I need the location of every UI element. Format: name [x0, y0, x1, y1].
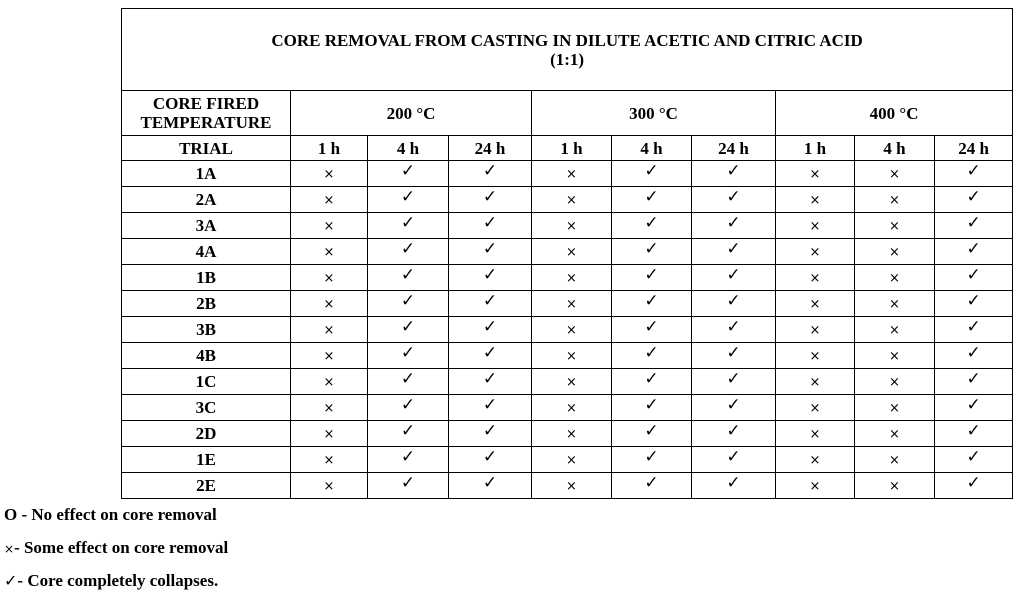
hour-header: 4 h: [612, 136, 692, 161]
core-fired-temperature-label: [122, 91, 291, 136]
result-cell: [692, 265, 776, 291]
hour-header: 4 h: [855, 136, 935, 161]
result-cell: [855, 473, 935, 499]
cross-icon: ×: [889, 349, 900, 364]
table-row: [122, 421, 1013, 447]
check-icon: ✓: [726, 394, 741, 415]
result-cell: [855, 161, 935, 187]
check-icon: ✓: [482, 420, 498, 441]
result-cell: [291, 213, 368, 239]
check-icon: ✓: [966, 316, 981, 337]
check-icon: ✓: [726, 264, 741, 285]
result-cell: [612, 343, 692, 369]
result-cell: [692, 395, 776, 421]
hour-header: 4 h: [368, 136, 449, 161]
table-title: [122, 9, 1013, 91]
result-cell: [368, 473, 449, 499]
check-icon: ✓: [726, 420, 741, 441]
table-row: [122, 187, 1013, 213]
check-icon: ✓: [482, 394, 498, 415]
check-icon: ✓: [966, 212, 981, 233]
check-icon: ✓: [726, 472, 741, 493]
check-icon: ✓: [644, 472, 659, 493]
check-icon: ✓: [400, 394, 416, 415]
temperature-header-200: 200 °C: [291, 91, 532, 136]
result-cell: [935, 369, 1013, 395]
check-icon: ✓: [482, 212, 498, 233]
cross-icon: ×: [809, 193, 821, 208]
check-icon: ✓: [966, 420, 981, 441]
result-cell: [935, 213, 1013, 239]
table-row: [122, 213, 1013, 239]
result-cell: [855, 369, 935, 395]
result-cell: [935, 239, 1013, 265]
result-cell: [935, 473, 1013, 499]
cross-icon: ×: [566, 167, 577, 182]
cross-icon: ×: [323, 453, 335, 468]
cross-icon: ×: [566, 245, 577, 260]
result-cell: [855, 395, 935, 421]
result-cell: [368, 291, 449, 317]
table-row: [122, 369, 1013, 395]
result-cell: [291, 161, 368, 187]
result-cell: [449, 447, 532, 473]
trial-id: 1C: [122, 369, 291, 395]
result-cell: [692, 291, 776, 317]
cross-icon: ×: [323, 401, 335, 416]
check-icon: ✓: [400, 472, 416, 493]
cross-icon: ×: [323, 323, 335, 338]
result-cell: [368, 369, 449, 395]
check-icon: ✓: [644, 446, 659, 467]
result-cell: [855, 343, 935, 369]
check-icon: ✓: [482, 238, 498, 259]
result-cell: [935, 161, 1013, 187]
result-cell: [935, 317, 1013, 343]
legend-some-effect-text: - Some effect on core removal: [14, 538, 229, 557]
cross-icon: ×: [809, 401, 821, 416]
result-cell: [776, 343, 855, 369]
check-icon: ✓: [400, 160, 416, 181]
check-icon: ✓: [482, 316, 498, 337]
table-title-line2: (1:1): [550, 49, 585, 69]
result-cell: [612, 291, 692, 317]
cross-icon: ×: [889, 297, 900, 312]
cross-icon: ×: [566, 297, 577, 312]
result-cell: [855, 317, 935, 343]
result-cell: [368, 265, 449, 291]
cross-icon: ×: [566, 401, 577, 416]
result-cell: [368, 317, 449, 343]
result-cell: [692, 213, 776, 239]
hour-header: 24 h: [449, 136, 532, 161]
cross-icon: ×: [889, 245, 900, 260]
check-icon: ✓: [482, 472, 498, 493]
result-cell: [612, 317, 692, 343]
result-cell: [368, 343, 449, 369]
check-icon: ✓: [400, 342, 416, 363]
core-removal-table: [121, 8, 1013, 499]
cross-icon: ×: [809, 427, 821, 442]
check-icon: ✓: [482, 368, 498, 389]
check-icon: ✓: [482, 264, 498, 285]
trial-id: 3C: [122, 395, 291, 421]
cross-icon: ×: [889, 375, 900, 390]
result-cell: [449, 369, 532, 395]
result-cell: [368, 161, 449, 187]
result-cell: [692, 421, 776, 447]
result-cell: [532, 187, 612, 213]
result-cell: [291, 187, 368, 213]
result-cell: [449, 265, 532, 291]
table-title-line1: CORE REMOVAL FROM CASTING IN DILUTE ACETIC AND CITRIC ACID: [271, 30, 863, 50]
result-cell: [532, 161, 612, 187]
result-cell: [449, 473, 532, 499]
cross-icon: ×: [809, 271, 821, 286]
check-icon: ✓: [644, 394, 659, 415]
hour-header: 1 h: [532, 136, 612, 161]
result-cell: [368, 395, 449, 421]
cross-icon: ×: [809, 219, 821, 234]
result-cell: [692, 343, 776, 369]
result-cell: [291, 291, 368, 317]
table-row: [122, 291, 1013, 317]
cross-icon: ×: [323, 271, 335, 286]
trial-id: 3B: [122, 317, 291, 343]
result-cell: [532, 265, 612, 291]
check-icon: ✓: [966, 472, 981, 493]
check-icon: ✓: [400, 446, 416, 467]
result-cell: [612, 369, 692, 395]
cross-icon: ×: [889, 271, 900, 286]
check-icon: ✓: [644, 368, 659, 389]
check-icon: ✓: [400, 368, 416, 389]
check-icon: ✓: [966, 264, 981, 285]
check-icon: ✓: [644, 290, 659, 311]
check-icon: ✓: [482, 186, 498, 207]
result-cell: [532, 291, 612, 317]
result-cell: [776, 213, 855, 239]
result-cell: [291, 343, 368, 369]
check-icon: ✓: [4, 571, 18, 590]
trial-column-header: TRIAL: [122, 136, 291, 161]
cross-icon: ×: [566, 453, 577, 468]
result-cell: [935, 291, 1013, 317]
result-cell: [449, 421, 532, 447]
check-icon: ✓: [644, 160, 659, 181]
legend-collapses: [4, 571, 218, 591]
check-icon: ✓: [726, 290, 741, 311]
result-cell: [776, 291, 855, 317]
cross-icon: ×: [889, 193, 900, 208]
cross-icon: ×: [323, 479, 335, 494]
cross-icon: ×: [566, 271, 577, 286]
check-icon: ✓: [400, 316, 416, 337]
cross-icon: ×: [323, 349, 335, 364]
result-cell: [776, 473, 855, 499]
check-icon: ✓: [482, 446, 498, 467]
check-icon: ✓: [482, 290, 498, 311]
result-cell: [692, 447, 776, 473]
check-icon: ✓: [400, 420, 416, 441]
result-cell: [532, 473, 612, 499]
result-cell: [855, 291, 935, 317]
result-cell: [855, 213, 935, 239]
cross-icon: ×: [323, 167, 335, 182]
cross-icon: ×: [323, 297, 335, 312]
legend-no-effect: O - No effect on core removal: [4, 505, 217, 524]
cross-icon: ×: [809, 349, 821, 364]
result-cell: [449, 395, 532, 421]
check-icon: ✓: [644, 420, 659, 441]
result-cell: [855, 187, 935, 213]
check-icon: ✓: [966, 186, 981, 207]
result-cell: [776, 395, 855, 421]
trial-id: 1A: [122, 161, 291, 187]
cross-icon: ×: [323, 375, 335, 390]
result-cell: [855, 265, 935, 291]
result-cell: [855, 421, 935, 447]
trial-id: 2D: [122, 421, 291, 447]
result-cell: [612, 213, 692, 239]
table-row: [122, 447, 1013, 473]
result-cell: [291, 447, 368, 473]
result-cell: [532, 421, 612, 447]
result-cell: [855, 447, 935, 473]
result-cell: [291, 239, 368, 265]
hour-header: 1 h: [776, 136, 855, 161]
result-cell: [935, 343, 1013, 369]
trial-id: 2B: [122, 291, 291, 317]
result-cell: [776, 239, 855, 265]
result-cell: [612, 421, 692, 447]
table-row: [122, 265, 1013, 291]
result-cell: [291, 421, 368, 447]
check-icon: ✓: [726, 316, 741, 337]
trial-id: 2A: [122, 187, 291, 213]
table-row: [122, 317, 1013, 343]
cross-icon: ×: [566, 193, 577, 208]
result-cell: [368, 187, 449, 213]
result-cell: [935, 265, 1013, 291]
trial-id: 3A: [122, 213, 291, 239]
result-cell: [612, 395, 692, 421]
result-cell: [692, 317, 776, 343]
result-cell: [612, 187, 692, 213]
result-cell: [776, 265, 855, 291]
check-icon: ✓: [966, 368, 981, 389]
cross-icon: ×: [809, 167, 821, 182]
cross-icon: ×: [889, 453, 900, 468]
check-icon: ✓: [966, 446, 981, 467]
result-cell: [291, 395, 368, 421]
check-icon: ✓: [726, 212, 741, 233]
core-fired-label-line2: TEMPERATURE: [140, 113, 272, 132]
result-cell: [692, 187, 776, 213]
check-icon: ✓: [726, 186, 741, 207]
result-cell: [532, 239, 612, 265]
cross-icon: ×: [323, 219, 335, 234]
result-cell: [692, 473, 776, 499]
result-cell: [692, 239, 776, 265]
legend-collapses-text: - Core completely collapses.: [17, 571, 219, 590]
check-icon: ✓: [966, 342, 981, 363]
result-cell: [935, 187, 1013, 213]
result-cell: [449, 161, 532, 187]
result-cell: [612, 265, 692, 291]
result-cell: [776, 317, 855, 343]
trial-id: 2E: [122, 473, 291, 499]
check-icon: ✓: [400, 264, 416, 285]
result-cell: [612, 161, 692, 187]
cross-icon: ×: [889, 167, 900, 182]
trial-id: 4B: [122, 343, 291, 369]
core-fired-label-line1: CORE FIRED: [152, 94, 260, 113]
check-icon: ✓: [966, 290, 981, 311]
result-cell: [935, 395, 1013, 421]
hour-header: 24 h: [935, 136, 1013, 161]
result-cell: [612, 239, 692, 265]
cross-icon: ×: [809, 375, 821, 390]
result-cell: [532, 395, 612, 421]
result-cell: [692, 369, 776, 395]
table-row: [122, 395, 1013, 421]
cross-icon: ×: [323, 245, 335, 260]
check-icon: ✓: [726, 238, 741, 259]
check-icon: ✓: [644, 264, 659, 285]
result-cell: [449, 239, 532, 265]
result-cell: [776, 421, 855, 447]
cross-icon: ×: [566, 219, 577, 234]
result-cell: [368, 447, 449, 473]
result-cell: [449, 187, 532, 213]
cross-icon: ×: [889, 401, 900, 416]
result-cell: [776, 187, 855, 213]
check-icon: ✓: [644, 316, 659, 337]
check-icon: ✓: [400, 290, 416, 311]
check-icon: ✓: [966, 238, 981, 259]
trial-id: 1E: [122, 447, 291, 473]
result-cell: [935, 447, 1013, 473]
trial-id: 1B: [122, 265, 291, 291]
table-row: [122, 473, 1013, 499]
cross-icon: ×: [323, 427, 335, 442]
check-icon: ✓: [726, 368, 741, 389]
cross-icon: ×: [566, 479, 577, 494]
result-cell: [291, 369, 368, 395]
result-cell: [532, 369, 612, 395]
result-cell: [532, 343, 612, 369]
result-cell: [935, 421, 1013, 447]
check-icon: ✓: [644, 212, 659, 233]
temperature-header-300: 300 °C: [532, 91, 776, 136]
result-cell: [855, 239, 935, 265]
check-icon: ✓: [644, 186, 659, 207]
result-cell: [449, 343, 532, 369]
result-cell: [692, 161, 776, 187]
cross-icon: ×: [809, 245, 821, 260]
check-icon: ✓: [966, 394, 981, 415]
check-icon: ✓: [644, 342, 659, 363]
cross-icon: ×: [889, 479, 900, 494]
result-cell: [368, 213, 449, 239]
result-cell: [776, 369, 855, 395]
result-cell: [449, 213, 532, 239]
check-icon: ✓: [482, 342, 498, 363]
result-cell: [532, 213, 612, 239]
result-cell: [776, 447, 855, 473]
cross-icon: ×: [809, 297, 821, 312]
check-icon: ✓: [644, 238, 659, 259]
check-icon: ✓: [400, 238, 416, 259]
result-cell: [368, 239, 449, 265]
cross-icon: ×: [4, 542, 15, 556]
cross-icon: ×: [809, 479, 821, 494]
check-icon: ✓: [482, 160, 498, 181]
result-cell: [532, 317, 612, 343]
result-cell: [612, 447, 692, 473]
result-cell: [449, 291, 532, 317]
result-cell: [449, 317, 532, 343]
result-cell: [612, 473, 692, 499]
cross-icon: ×: [889, 219, 900, 234]
cross-icon: ×: [566, 323, 577, 338]
table-row: [122, 161, 1013, 187]
cross-icon: ×: [889, 323, 900, 338]
legend-some-effect: [4, 538, 228, 559]
cross-icon: ×: [566, 427, 577, 442]
table-row: [122, 343, 1013, 369]
cross-icon: ×: [809, 453, 821, 468]
check-icon: ✓: [400, 186, 416, 207]
result-cell: [532, 447, 612, 473]
check-icon: ✓: [400, 212, 416, 233]
check-icon: ✓: [726, 342, 741, 363]
cross-icon: ×: [566, 349, 577, 364]
result-cell: [291, 317, 368, 343]
trial-id: 4A: [122, 239, 291, 265]
check-icon: ✓: [966, 160, 981, 181]
hour-header: 1 h: [291, 136, 368, 161]
cross-icon: ×: [809, 323, 821, 338]
table-row: [122, 239, 1013, 265]
hour-header: 24 h: [692, 136, 776, 161]
result-cell: [291, 473, 368, 499]
temperature-header-400: 400 °C: [776, 91, 1013, 136]
result-cell: [368, 421, 449, 447]
cross-icon: ×: [889, 427, 900, 442]
check-icon: ✓: [726, 160, 741, 181]
cross-icon: ×: [323, 193, 335, 208]
cross-icon: ×: [566, 375, 577, 390]
result-cell: [291, 265, 368, 291]
check-icon: ✓: [726, 446, 741, 467]
result-cell: [776, 161, 855, 187]
